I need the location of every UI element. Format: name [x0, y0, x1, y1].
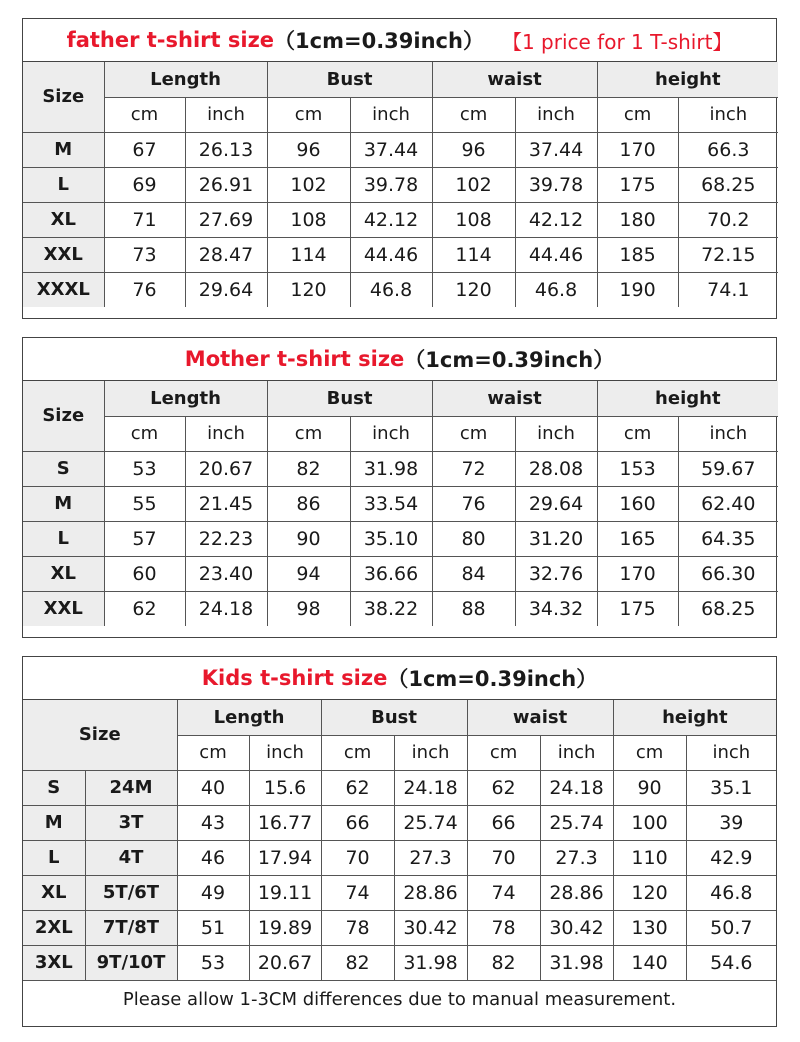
table-row	[23, 132, 778, 167]
value-cell: 22.23	[185, 521, 267, 556]
age-cell: 9T/10T	[85, 945, 177, 980]
unit-header: inch	[394, 735, 467, 770]
unit-header: cm	[267, 416, 350, 451]
unit-header: cm	[597, 97, 678, 132]
size-header: Size	[23, 381, 104, 451]
value-cell: 90	[267, 521, 350, 556]
value-cell: 86	[267, 486, 350, 521]
kids-chart-title	[23, 657, 776, 700]
value-cell: 82	[267, 451, 350, 486]
size-cell: M	[23, 805, 85, 840]
unit-header: cm	[432, 97, 515, 132]
size-cell: XXL	[23, 237, 104, 272]
value-cell: 120	[613, 875, 686, 910]
value-cell: 15.6	[249, 770, 321, 805]
kids-title-conversion: （1cm=0.39inch）	[387, 667, 598, 691]
age-cell: 3T	[85, 805, 177, 840]
value-cell: 46.8	[515, 272, 597, 307]
value-cell: 55	[104, 486, 185, 521]
table-row	[23, 486, 778, 521]
value-cell: 34.32	[515, 591, 597, 626]
header-row	[23, 62, 778, 97]
value-cell: 50.7	[686, 910, 776, 945]
value-cell: 44.46	[515, 237, 597, 272]
value-cell: 44.46	[350, 237, 432, 272]
value-cell: 57	[104, 521, 185, 556]
kids-title-text: Kids t-shirt size	[201, 666, 388, 690]
age-cell: 4T	[85, 840, 177, 875]
size-cell: XXL	[23, 591, 104, 626]
table-row	[23, 237, 778, 272]
column-group-header: Length	[104, 381, 267, 416]
value-cell: 70.2	[678, 202, 778, 237]
value-cell: 33.54	[350, 486, 432, 521]
value-cell: 28.86	[394, 875, 467, 910]
mother-table-body	[23, 381, 778, 626]
table-row	[23, 451, 778, 486]
value-cell: 24.18	[540, 770, 613, 805]
value-cell: 30.42	[394, 910, 467, 945]
value-cell: 74	[467, 875, 540, 910]
value-cell: 82	[467, 945, 540, 980]
table-row	[23, 556, 778, 591]
value-cell: 80	[432, 521, 515, 556]
size-header: Size	[23, 700, 177, 770]
value-cell: 37.44	[350, 132, 432, 167]
size-cell: 3XL	[23, 945, 85, 980]
value-cell: 190	[597, 272, 678, 307]
value-cell: 114	[432, 237, 515, 272]
value-cell: 24.18	[185, 591, 267, 626]
value-cell: 74	[321, 875, 394, 910]
value-cell: 31.98	[350, 451, 432, 486]
value-cell: 102	[267, 167, 350, 202]
table-row	[23, 591, 778, 626]
value-cell: 35.1	[686, 770, 776, 805]
table-row	[23, 805, 776, 840]
value-cell: 42.12	[350, 202, 432, 237]
value-cell: 72.15	[678, 237, 778, 272]
father-chart-title	[23, 19, 776, 62]
value-cell: 26.13	[185, 132, 267, 167]
value-cell: 175	[597, 167, 678, 202]
value-cell: 31.20	[515, 521, 597, 556]
age-cell: 24M	[85, 770, 177, 805]
size-cell: XL	[23, 202, 104, 237]
value-cell: 70	[467, 840, 540, 875]
father-title-conversion: （1cm=0.39inch）	[274, 29, 484, 53]
value-cell: 25.74	[394, 805, 467, 840]
size-cell: XXXL	[23, 272, 104, 307]
value-cell: 68.25	[678, 167, 778, 202]
unit-header: cm	[597, 416, 678, 451]
value-cell: 27.3	[394, 840, 467, 875]
column-group-header: waist	[467, 700, 613, 735]
value-cell: 108	[432, 202, 515, 237]
value-cell: 102	[432, 167, 515, 202]
father-size-chart	[22, 18, 777, 319]
value-cell: 69	[104, 167, 185, 202]
value-cell: 29.64	[185, 272, 267, 307]
value-cell: 59.67	[678, 451, 778, 486]
unit-header: inch	[515, 97, 597, 132]
unit-header: inch	[350, 416, 432, 451]
value-cell: 23.40	[185, 556, 267, 591]
value-cell: 175	[597, 591, 678, 626]
value-cell: 96	[432, 132, 515, 167]
size-cell: XL	[23, 556, 104, 591]
father-title-text: father t-shirt size	[66, 28, 275, 52]
value-cell: 114	[267, 237, 350, 272]
value-cell: 71	[104, 202, 185, 237]
unit-header: inch	[678, 416, 778, 451]
value-cell: 46.8	[350, 272, 432, 307]
value-cell: 94	[267, 556, 350, 591]
value-cell: 90	[613, 770, 686, 805]
value-cell: 19.89	[249, 910, 321, 945]
value-cell: 40	[177, 770, 249, 805]
value-cell: 51	[177, 910, 249, 945]
mother-title-conversion: （1cm=0.39inch）	[404, 348, 615, 372]
value-cell: 73	[104, 237, 185, 272]
value-cell: 17.94	[249, 840, 321, 875]
value-cell: 66	[321, 805, 394, 840]
value-cell: 29.64	[515, 486, 597, 521]
value-cell: 28.08	[515, 451, 597, 486]
value-cell: 39.78	[350, 167, 432, 202]
value-cell: 100	[613, 805, 686, 840]
unit-header: cm	[467, 735, 540, 770]
value-cell: 60	[104, 556, 185, 591]
value-cell: 62	[467, 770, 540, 805]
value-cell: 27.69	[185, 202, 267, 237]
unit-header: inch	[678, 97, 778, 132]
size-header: Size	[23, 62, 104, 132]
value-cell: 53	[177, 945, 249, 980]
value-cell: 72	[432, 451, 515, 486]
unit-header: cm	[267, 97, 350, 132]
value-cell: 108	[267, 202, 350, 237]
value-cell: 185	[597, 237, 678, 272]
unit-row	[23, 97, 778, 132]
value-cell: 43	[177, 805, 249, 840]
value-cell: 37.44	[515, 132, 597, 167]
value-cell: 66	[467, 805, 540, 840]
value-cell: 28.86	[540, 875, 613, 910]
value-cell: 84	[432, 556, 515, 591]
value-cell: 30.42	[540, 910, 613, 945]
table-row	[23, 521, 778, 556]
value-cell: 49	[177, 875, 249, 910]
value-cell: 76	[432, 486, 515, 521]
mother-size-chart	[22, 337, 777, 638]
unit-header: inch	[515, 416, 597, 451]
column-group-header: waist	[432, 62, 597, 97]
age-cell: 5T/6T	[85, 875, 177, 910]
age-cell: 7T/8T	[85, 910, 177, 945]
table-row	[23, 875, 776, 910]
value-cell: 74.1	[678, 272, 778, 307]
value-cell: 28.47	[185, 237, 267, 272]
value-cell: 39	[686, 805, 776, 840]
value-cell: 62	[321, 770, 394, 805]
value-cell: 88	[432, 591, 515, 626]
value-cell: 98	[267, 591, 350, 626]
table-row	[23, 910, 776, 945]
size-cell: XL	[23, 875, 85, 910]
column-group-header: height	[597, 381, 778, 416]
value-cell: 26.91	[185, 167, 267, 202]
value-cell: 62.40	[678, 486, 778, 521]
unit-row	[23, 416, 778, 451]
value-cell: 54.6	[686, 945, 776, 980]
value-cell: 70	[321, 840, 394, 875]
unit-header: inch	[185, 416, 267, 451]
kids-table-body	[23, 700, 776, 980]
unit-header: inch	[249, 735, 321, 770]
value-cell: 170	[597, 132, 678, 167]
size-cell: 2XL	[23, 910, 85, 945]
column-group-header: waist	[432, 381, 597, 416]
value-cell: 46	[177, 840, 249, 875]
unit-header: inch	[686, 735, 776, 770]
value-cell: 170	[597, 556, 678, 591]
value-cell: 27.3	[540, 840, 613, 875]
unit-header: cm	[177, 735, 249, 770]
value-cell: 32.76	[515, 556, 597, 591]
table-row	[23, 840, 776, 875]
table-row	[23, 770, 776, 805]
size-cell: S	[23, 451, 104, 486]
kids-size-table	[23, 700, 776, 980]
value-cell: 130	[613, 910, 686, 945]
unit-header: cm	[613, 735, 686, 770]
column-group-header: Length	[104, 62, 267, 97]
size-cell: L	[23, 521, 104, 556]
value-cell: 31.98	[540, 945, 613, 980]
measurement-note: Please allow 1-3CM differences due to manual measurement.	[23, 980, 776, 1017]
unit-header: inch	[185, 97, 267, 132]
value-cell: 31.98	[394, 945, 467, 980]
value-cell: 36.66	[350, 556, 432, 591]
value-cell: 153	[597, 451, 678, 486]
value-cell: 42.12	[515, 202, 597, 237]
unit-header: cm	[104, 416, 185, 451]
value-cell: 82	[321, 945, 394, 980]
value-cell: 64.35	[678, 521, 778, 556]
column-group-header: Bust	[321, 700, 467, 735]
value-cell: 140	[613, 945, 686, 980]
value-cell: 120	[267, 272, 350, 307]
size-cell: L	[23, 167, 104, 202]
value-cell: 38.22	[350, 591, 432, 626]
kids-size-chart	[22, 656, 777, 1027]
value-cell: 35.10	[350, 521, 432, 556]
value-cell: 21.45	[185, 486, 267, 521]
size-cell: M	[23, 486, 104, 521]
value-cell: 62	[104, 591, 185, 626]
value-cell: 42.9	[686, 840, 776, 875]
value-cell: 19.11	[249, 875, 321, 910]
father-table-body	[23, 62, 778, 307]
mother-size-table	[23, 381, 778, 626]
table-row	[23, 167, 778, 202]
value-cell: 20.67	[249, 945, 321, 980]
value-cell: 120	[432, 272, 515, 307]
unit-header: inch	[540, 735, 613, 770]
mother-chart-title	[23, 338, 776, 381]
value-cell: 53	[104, 451, 185, 486]
column-group-header: height	[613, 700, 776, 735]
value-cell: 160	[597, 486, 678, 521]
column-group-header: Length	[177, 700, 321, 735]
value-cell: 68.25	[678, 591, 778, 626]
column-group-header: Bust	[267, 381, 432, 416]
table-row	[23, 272, 778, 307]
value-cell: 180	[597, 202, 678, 237]
unit-header: inch	[350, 97, 432, 132]
value-cell: 46.8	[686, 875, 776, 910]
unit-header: cm	[104, 97, 185, 132]
value-cell: 25.74	[540, 805, 613, 840]
size-cell: S	[23, 770, 85, 805]
table-row	[23, 202, 778, 237]
value-cell: 78	[321, 910, 394, 945]
size-cell: M	[23, 132, 104, 167]
header-row	[23, 700, 776, 735]
size-cell: L	[23, 840, 85, 875]
unit-header: cm	[321, 735, 394, 770]
value-cell: 76	[104, 272, 185, 307]
value-cell: 39.78	[515, 167, 597, 202]
value-cell: 66.3	[678, 132, 778, 167]
father-size-table	[23, 62, 778, 307]
value-cell: 66.30	[678, 556, 778, 591]
value-cell: 16.77	[249, 805, 321, 840]
table-row	[23, 945, 776, 980]
value-cell: 96	[267, 132, 350, 167]
mother-title-text: Mother t-shirt size	[184, 347, 405, 371]
value-cell: 24.18	[394, 770, 467, 805]
header-row	[23, 381, 778, 416]
value-cell: 110	[613, 840, 686, 875]
value-cell: 20.67	[185, 451, 267, 486]
value-cell: 67	[104, 132, 185, 167]
unit-header: cm	[432, 416, 515, 451]
father-price-note: 【1 price for 1 T-shirt】	[501, 29, 733, 54]
column-group-header: height	[597, 62, 778, 97]
column-group-header: Bust	[267, 62, 432, 97]
value-cell: 165	[597, 521, 678, 556]
value-cell: 78	[467, 910, 540, 945]
